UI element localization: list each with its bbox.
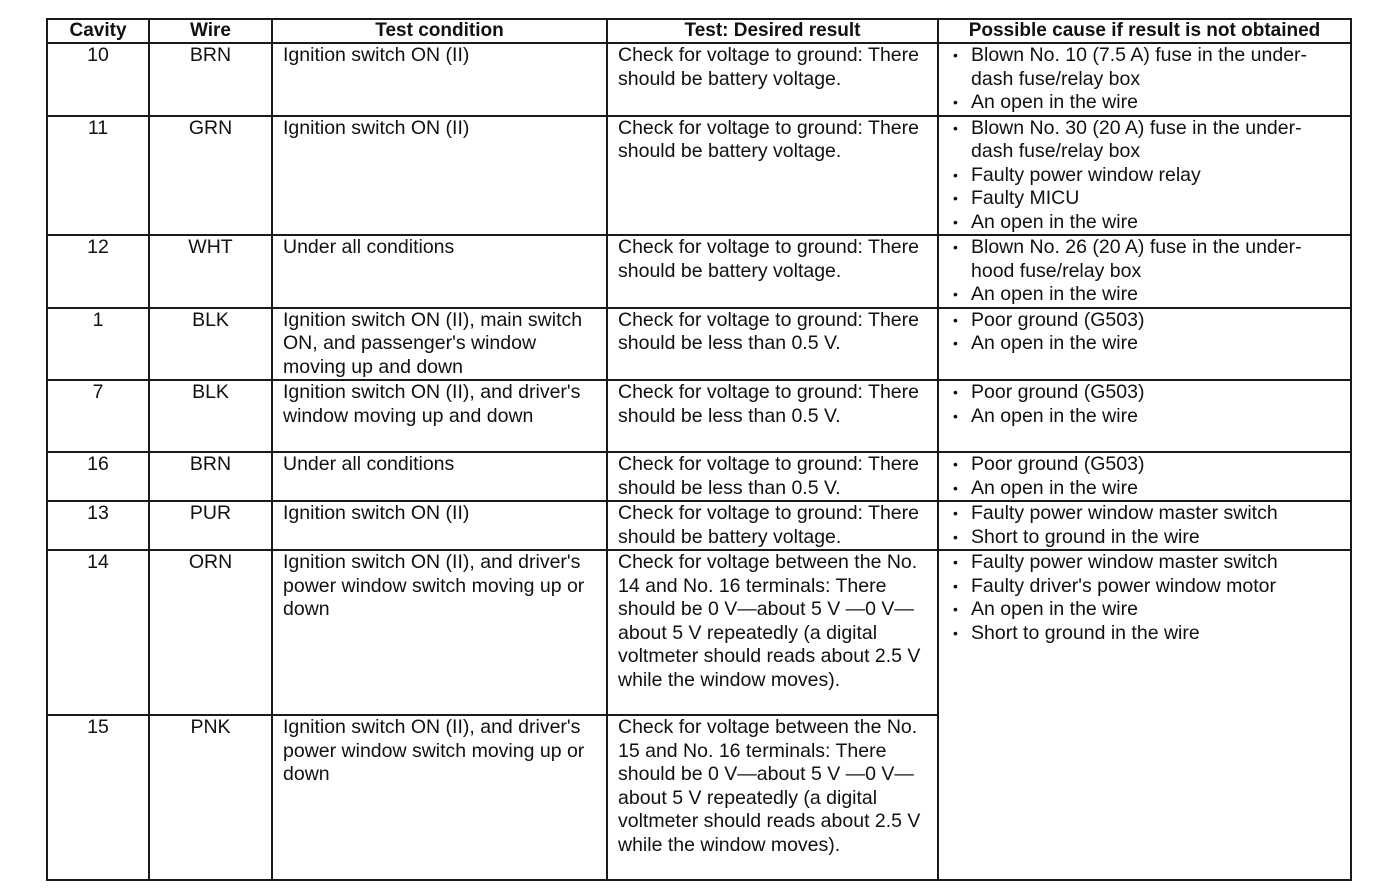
header-cavity: Cavity (47, 19, 149, 43)
result-cell: Check for voltage to ground: There should be battery voltage. (607, 43, 938, 116)
wire-cell: ORN (149, 550, 272, 715)
cause-item: • Blown No. 26 (20 A) fuse in the under-hood fuse/relay box (949, 236, 1342, 283)
wire-cell: BLK (149, 308, 272, 381)
table-row (47, 550, 1351, 715)
result-cell: Check for voltage to ground: There should be less than 0.5 V. (607, 308, 938, 381)
header-test-condition: Test condition (272, 19, 607, 43)
cause-item: • An open in the wire (949, 477, 1342, 501)
wire-cell: BRN (149, 452, 272, 501)
cavity-cell: 11 (47, 116, 149, 236)
condition-cell: Ignition switch ON (II), and driver's window moving up and down (272, 380, 607, 452)
cause-cell (938, 308, 1351, 381)
cavity-cell: 13 (47, 501, 149, 550)
wire-cell: GRN (149, 116, 272, 236)
header-possible-cause: Possible cause if result is not obtained (938, 19, 1351, 43)
cause-item: • An open in the wire (949, 211, 1342, 235)
condition-cell: Under all conditions (272, 235, 607, 308)
cause-list (949, 44, 1342, 115)
result-cell: Check for voltage between the No. 14 and No. 16 terminals: There should be 0 V—about 5 V —0 V—about 5 V repeatedly (a digital voltmeter should reads about 2.5 V while the window moves). (607, 550, 938, 715)
cause-item: • Short to ground in the wire (949, 622, 1342, 646)
connector-test-table (46, 18, 1352, 881)
cause-cell (938, 501, 1351, 550)
cause-item: • Blown No. 30 (20 A) fuse in the under-dash fuse/relay box (949, 117, 1342, 164)
cause-list (949, 236, 1342, 307)
cause-item: • Faulty driver's power window motor (949, 575, 1342, 599)
result-cell: Check for voltage to ground: There should be less than 0.5 V. (607, 380, 938, 452)
result-cell: Check for voltage to ground: There should be battery voltage. (607, 116, 938, 236)
condition-cell: Ignition switch ON (II), and driver's power window switch moving up or down (272, 550, 607, 715)
cavity-cell: 12 (47, 235, 149, 308)
table-row (47, 43, 1351, 116)
table-row (47, 116, 1351, 236)
cause-cell (938, 116, 1351, 236)
cause-item: • Faulty MICU (949, 187, 1342, 211)
result-cell: Check for voltage to ground: There should be battery voltage. (607, 501, 938, 550)
result-cell: Check for voltage to ground: There should be less than 0.5 V. (607, 452, 938, 501)
cause-item: • An open in the wire (949, 598, 1342, 622)
table-row (47, 452, 1351, 501)
cause-item: • Poor ground (G503) (949, 453, 1342, 477)
cause-item: • An open in the wire (949, 283, 1342, 307)
cause-item: • Faulty power window master switch (949, 502, 1342, 526)
cause-list (949, 551, 1342, 645)
cause-cell (938, 452, 1351, 501)
cause-item: • Blown No. 10 (7.5 A) fuse in the under-dash fuse/relay box (949, 44, 1342, 91)
result-cell: Check for voltage to ground: There should be battery voltage. (607, 235, 938, 308)
cause-item: • Faulty power window master switch (949, 551, 1342, 575)
table-row (47, 308, 1351, 381)
cavity-cell: 1 (47, 308, 149, 381)
troubleshooting-document (46, 18, 1350, 881)
cavity-cell: 15 (47, 715, 149, 880)
cause-cell (938, 550, 1351, 880)
table-row (47, 501, 1351, 550)
cause-cell (938, 235, 1351, 308)
cause-item: • Faulty power window relay (949, 164, 1342, 188)
condition-cell: Ignition switch ON (II) (272, 501, 607, 550)
cavity-cell: 16 (47, 452, 149, 501)
cause-list (949, 381, 1342, 428)
table-row (47, 380, 1351, 452)
condition-cell: Ignition switch ON (II), and driver's power window switch moving up or down (272, 715, 607, 880)
cavity-cell: 7 (47, 380, 149, 452)
cause-item: • Short to ground in the wire (949, 526, 1342, 550)
cavity-cell: 14 (47, 550, 149, 715)
wire-cell: BRN (149, 43, 272, 116)
wire-cell: WHT (149, 235, 272, 308)
header-wire: Wire (149, 19, 272, 43)
cause-list (949, 117, 1342, 235)
cause-item: • An open in the wire (949, 332, 1342, 356)
cause-item: • Poor ground (G503) (949, 309, 1342, 333)
condition-cell: Ignition switch ON (II) (272, 116, 607, 236)
table-row (47, 235, 1351, 308)
condition-cell: Ignition switch ON (II) (272, 43, 607, 116)
cause-item: • An open in the wire (949, 91, 1342, 115)
cause-list (949, 502, 1342, 549)
cause-item: • An open in the wire (949, 405, 1342, 429)
cause-list (949, 453, 1342, 500)
cause-cell (938, 43, 1351, 116)
header-row (47, 19, 1351, 43)
wire-cell: PUR (149, 501, 272, 550)
wire-cell: PNK (149, 715, 272, 880)
header-desired-result: Test: Desired result (607, 19, 938, 43)
cavity-cell: 10 (47, 43, 149, 116)
condition-cell: Ignition switch ON (II), main switch ON, and passenger's window moving up and down (272, 308, 607, 381)
condition-cell: Under all conditions (272, 452, 607, 501)
result-cell: Check for voltage between the No. 15 and No. 16 terminals: There should be 0 V—about 5 V —0 V—about 5 V repeatedly (a digital voltmeter should reads about 2.5 V while the window moves). (607, 715, 938, 880)
wire-cell: BLK (149, 380, 272, 452)
cause-list (949, 309, 1342, 356)
cause-item: • Poor ground (G503) (949, 381, 1342, 405)
cause-cell (938, 380, 1351, 452)
